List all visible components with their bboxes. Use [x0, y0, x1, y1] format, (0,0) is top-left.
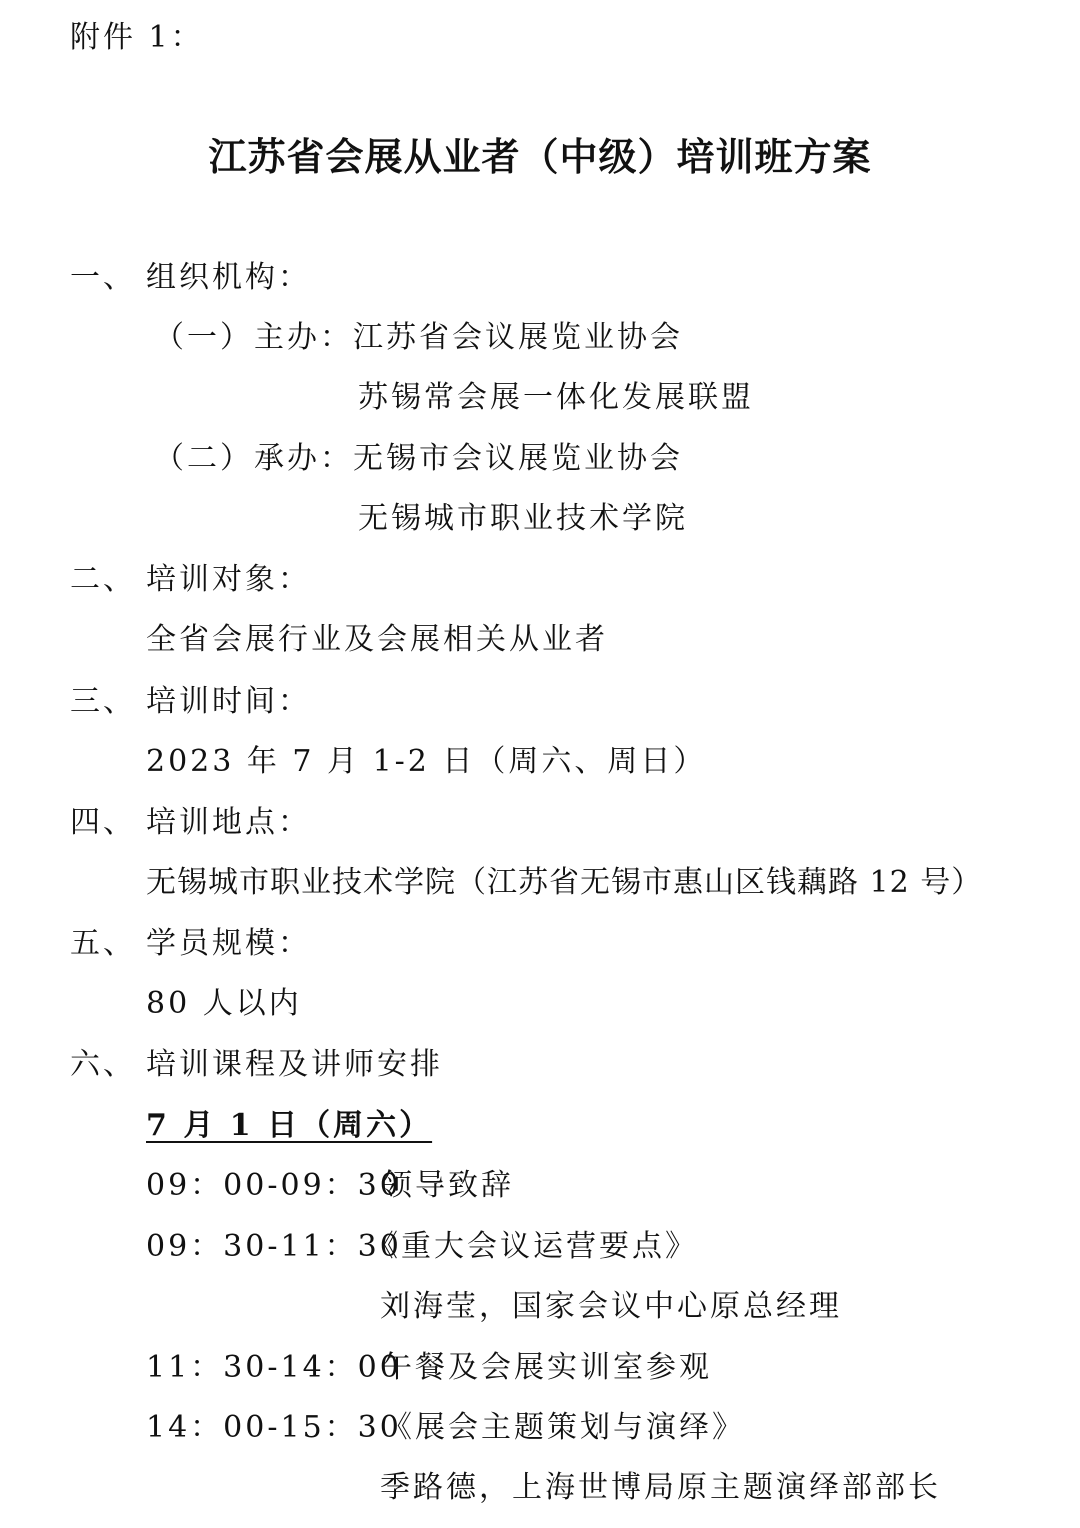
training-time: 2023 年 7 月 1-2 日（周六、周日） [146, 744, 707, 779]
schedule-row [146, 1166, 514, 1206]
section-heading-5 [70, 924, 311, 964]
section-heading-6 [70, 1045, 443, 1085]
co-host-org-1: 无锡市会议展览业协会 [353, 441, 683, 476]
section-number: 一、 [70, 260, 136, 295]
co-host-label: 承办： [254, 441, 353, 476]
section-heading-1 [70, 258, 311, 298]
section-number: 二、 [70, 562, 136, 597]
section-title: 培训时间： [146, 684, 311, 719]
schedule-title: 领导致辞 [382, 1168, 514, 1203]
section-title: 培训地点： [146, 805, 311, 840]
host-org-1: 江苏省会议展览业协会 [353, 320, 683, 355]
host-row [154, 318, 683, 358]
schedule-title: 午餐及会展实训室参观 [382, 1350, 712, 1385]
section-title: 培训对象： [146, 562, 311, 597]
host-org-2: 苏锡常会展一体化发展联盟 [358, 380, 754, 415]
section-number: 四、 [70, 805, 136, 840]
schedule-speaker: 刘海莹，国家会议中心原总经理 [380, 1289, 842, 1324]
day-heading: 7 月 1 日（周六） [146, 1108, 433, 1143]
schedule-time: 09：00-09：30 [146, 1168, 402, 1203]
sub-number: （一） [154, 320, 253, 355]
student-scale: 80 人以内 [146, 986, 302, 1021]
schedule-speaker: 季路德，上海世博局原主题演绎部部长 [380, 1470, 941, 1505]
training-target: 全省会展行业及会展相关从业者 [146, 622, 608, 657]
section-number: 五、 [70, 926, 136, 961]
document-title: 江苏省会展从业者（中级）培训班方案 [208, 135, 872, 179]
schedule-time: 11：30-14：00 [146, 1350, 402, 1385]
schedule-time: 14：00-15：30 [146, 1410, 402, 1445]
section-number: 六、 [70, 1047, 136, 1082]
section-heading-3 [70, 682, 311, 722]
section-title: 组织机构： [146, 260, 311, 295]
schedule-title: 《重大会议运营要点》 [368, 1229, 698, 1264]
schedule-time: 09：30-11：30 [146, 1229, 402, 1264]
host-label: 主办： [254, 320, 353, 355]
attachment-label: 附件 1： [70, 20, 204, 55]
schedule-row [146, 1348, 712, 1388]
schedule-row [146, 1227, 698, 1267]
section-number: 三、 [70, 684, 136, 719]
training-location: 无锡城市职业技术学院（江苏省无锡市惠山区钱藕路 12 号） [146, 865, 983, 900]
schedule-row [146, 1408, 745, 1448]
section-heading-2 [70, 560, 311, 600]
section-title: 学员规模： [146, 926, 311, 961]
sub-number: （二） [154, 441, 253, 476]
section-heading-4 [70, 803, 311, 843]
schedule-title: 《展会主题策划与演绎》 [382, 1410, 745, 1445]
co-host-org-2: 无锡城市职业技术学院 [358, 501, 688, 536]
section-title: 培训课程及讲师安排 [146, 1047, 443, 1082]
co-host-row [154, 439, 683, 479]
